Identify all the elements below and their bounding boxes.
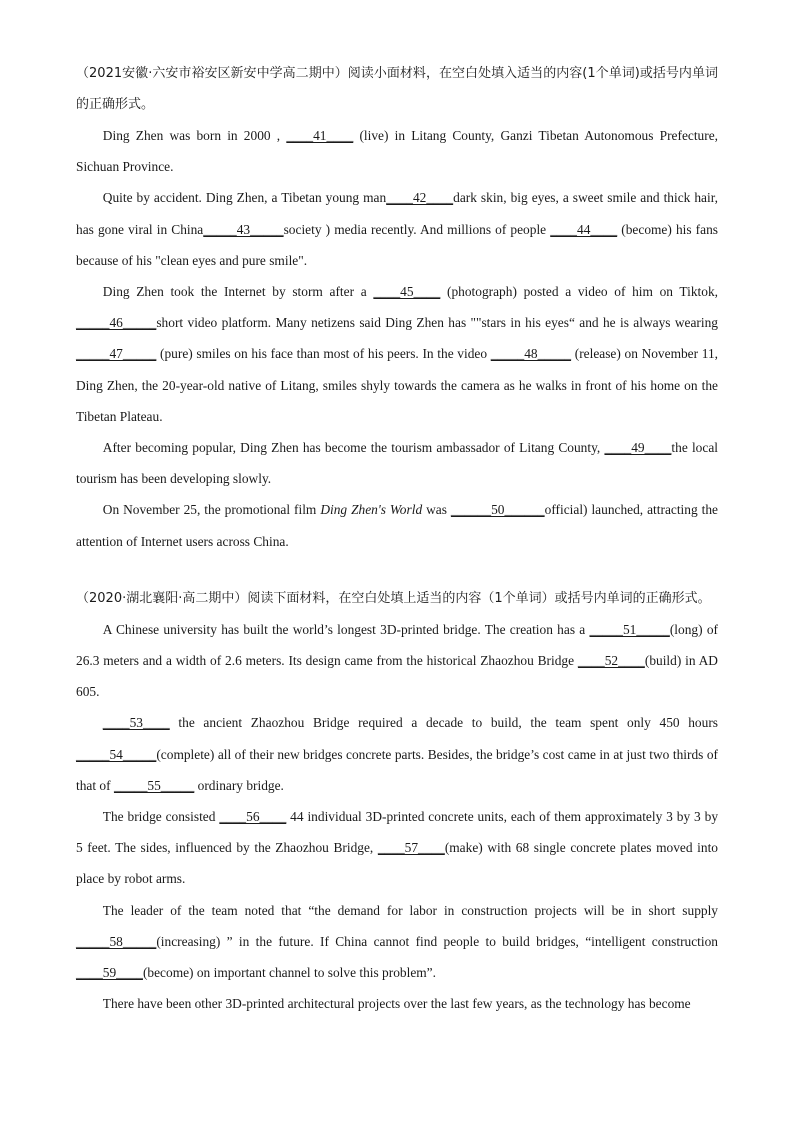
- passage-text: 44 individual 3D-printed concrete units, each of them approximately 3 by 3 by 5 feet. The sides, influenced by the Zhaozhou Bridge,: [76, 809, 719, 856]
- passage-text: (release) on November 11, Ding Zhen, the 20-year-old native of Litang, smiles shyly towards the camera as he walks in front of his home on the Tibetan Plateau.: [76, 346, 718, 424]
- answer-blank: ____49____: [604, 440, 672, 456]
- film-title: Ding Zhen's World: [320, 502, 423, 518]
- answer-blank: ____41____: [286, 128, 354, 143]
- passage-text: (pure) smiles on his face than most of his peers. In the video: [156, 346, 491, 362]
- passage-text: society ) media recently. And millions of people: [283, 221, 551, 237]
- passage-text: Ding Zhen took the Internet by storm after a: [102, 284, 374, 300]
- passage-text: (complete) all of their new bridges concrete parts. Besides, the bridge’s cost came in at just two thirds of that of: [76, 746, 718, 793]
- answer-blank: ____42____: [386, 190, 454, 206]
- document-page: [76, 58, 718, 1019]
- section-heading: （2020·湖北襄阳·高二期中）阅读下面材料，在空白处填上适当的内容（1个单词）或括号内单词的正确形式。: [76, 590, 711, 606]
- exercise-section: [76, 583, 718, 1020]
- passage-paragraph: [76, 801, 718, 895]
- passage-text: Ding Zhen was born in 2000 ,: [102, 128, 287, 143]
- passage-text: (become) his fans because of his "clean eyes and pure smile".: [76, 221, 718, 268]
- answer-blank: _____43_____: [203, 221, 284, 237]
- passage-text: ordinary bridge.: [194, 777, 284, 793]
- section-heading: （2021安徽·六安市裕安区新安中学高二期中）阅读小面材料，在空白处填入适当的内容(1个单词)或括号内单词的正确形式。: [76, 66, 718, 112]
- passage-text: The leader of the team noted that “the demand for labor in construction projects will be in short supply: [102, 902, 718, 918]
- passage-text: (make) with 68 single concrete plates moved into place by robot arms.: [76, 840, 718, 887]
- passage-paragraph: [76, 707, 718, 801]
- passage-text: On November 25, the promotional film: [102, 502, 321, 518]
- passage-text: short video platform. Many netizens said Ding Zhen has ""stars in his eyes“ and he is always wearing: [156, 315, 718, 331]
- answer-blank: _____51_____: [589, 621, 670, 637]
- passage-text: (photograph) posted a video of him on Tiktok,: [440, 284, 719, 300]
- passage-paragraph: [76, 494, 718, 556]
- answer-blank: ____44____: [550, 221, 618, 237]
- passage-paragraph: [76, 614, 718, 708]
- passage-paragraph: [76, 895, 718, 989]
- passage-text: There have been other 3D-printed architectural projects over the last few years, as the technology has become: [102, 996, 691, 1012]
- passage-paragraph: [76, 276, 718, 432]
- answer-blank: _____46_____: [76, 315, 157, 331]
- passage-text: After becoming popular, Ding Zhen has become the tourism ambassador of Litang County,: [102, 440, 605, 456]
- passage-paragraph: [76, 182, 718, 276]
- passage-text: (long) of 26.3 meters and a width of 2.6 meters. Its design came from the historical Zhaozhou Bridge: [76, 621, 718, 669]
- passage-text: was: [422, 502, 451, 518]
- answer-blank: ____53____: [102, 715, 170, 731]
- passage-text: dark skin, big eyes, a sweet smile and thick hair, has gone viral in China: [76, 190, 718, 237]
- answer-blank: ____45____: [373, 284, 441, 300]
- passage-text: Quite by accident. Ding Zhen, a Tibetan young man: [102, 190, 387, 206]
- exercise-section: [76, 58, 718, 557]
- answer-blank: _____55_____: [113, 777, 195, 793]
- passage-text: the local tourism has been developing slowly.: [76, 440, 718, 487]
- passage-text: The bridge consisted: [102, 809, 220, 825]
- passage-paragraph: [76, 988, 718, 1019]
- passage-paragraph: [76, 120, 718, 182]
- passage-text: (build) in AD 605.: [76, 653, 718, 700]
- passage-text: (live) in Litang County, Ganzi Tibetan Autonomous Prefecture, Sichuan Province.: [76, 128, 718, 175]
- passage-text: (increasing) ” in the future. If China cannot find people to build bridges, “intelligent construction: [156, 933, 718, 949]
- answer-blank: _____47_____: [76, 346, 157, 362]
- answer-blank: ____56____: [219, 809, 287, 825]
- passage-paragraph: [76, 432, 718, 494]
- answer-blank: _____54_____: [76, 746, 157, 762]
- answer-blank: ____52____: [577, 653, 645, 669]
- answer-blank: ______50______: [450, 502, 545, 518]
- answer-blank: _____58_____: [76, 933, 157, 949]
- passage-text: the ancient Zhaozhou Bridge required a decade to build, the team spent only 450 hours: [169, 715, 718, 731]
- answer-blank: ____59____: [76, 965, 143, 981]
- passage-text: (become) on important channel to solve this problem”.: [142, 965, 436, 981]
- answer-blank: ____57____: [377, 840, 445, 856]
- passage-text: A Chinese university has built the world’s longest 3D-printed bridge. The creation has a: [102, 621, 590, 637]
- passage-text: official) launched, attracting the attention of Internet users across China.: [76, 502, 718, 549]
- answer-blank: _____48_____: [490, 346, 572, 362]
